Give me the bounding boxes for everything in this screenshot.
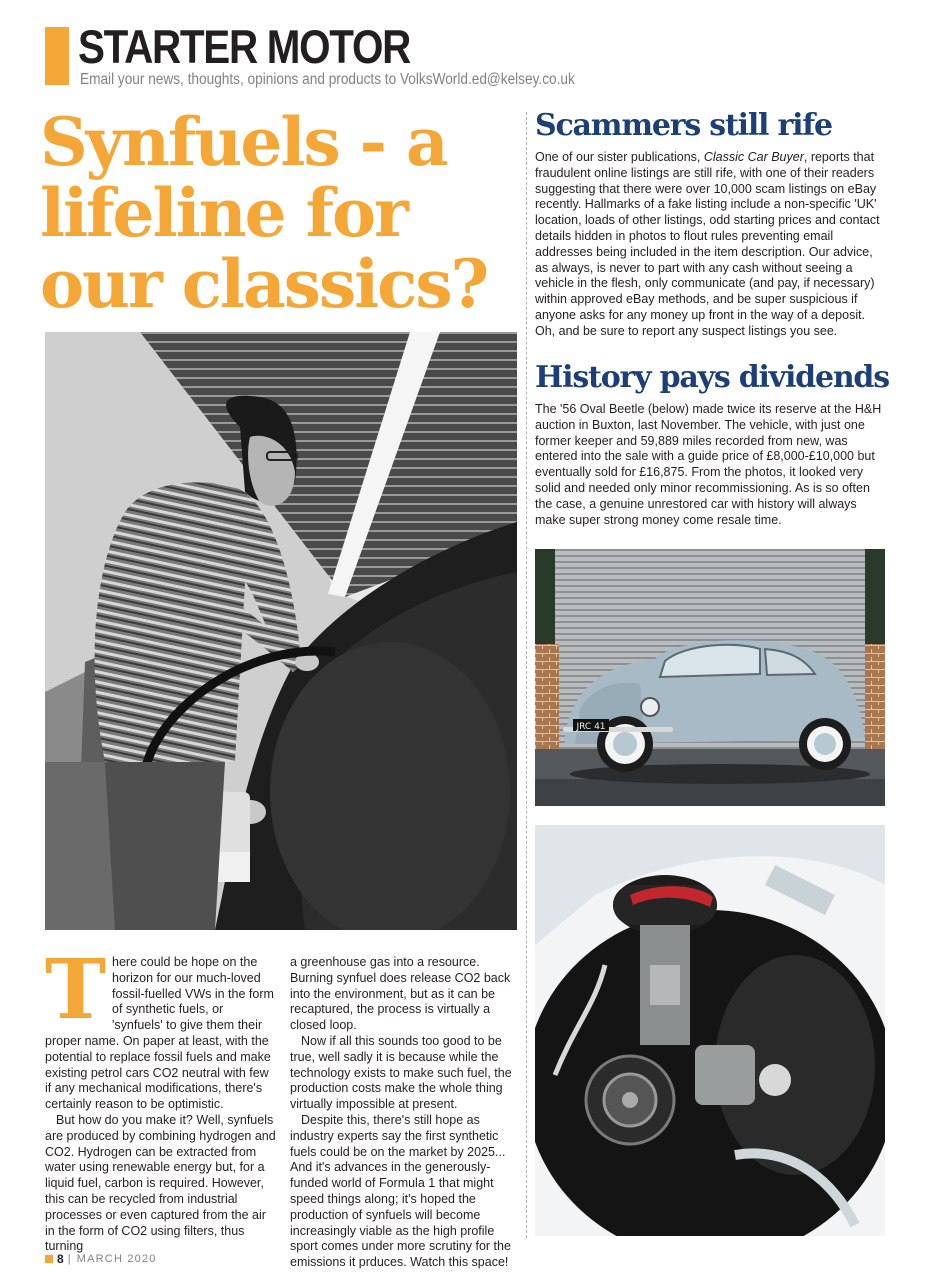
section-title: STARTER MOTOR — [78, 20, 411, 73]
paragraph: here could be hope on the horizon for our much-loved fossil-fuelled VWs in the form of synthetic fuels, or 'synfuels' to give them their proper name. On paper at least, with the potential to replace fossil fuels and make existing petrol cars CO2 neutral with few if any mechanical modifications, there's certainly reason to be optimistic. — [45, 955, 274, 1112]
drop-cap: T — [45, 942, 107, 1038]
publication-title: Classic Car Buyer — [703, 150, 804, 164]
engine-bay-photo — [535, 825, 885, 1236]
page-footer — [45, 1252, 157, 1266]
issue-date: MARCH 2020 — [76, 1253, 157, 1265]
history-body: The '56 Oval Beetle (below) made twice its reserve at the H&H auction in Buxton, last November. The vehicle, with just one former keeper and 59,889 miles recorded from new, was entered into the sale with a guide price of £8,000-£10,000 but eventually sold for £16,875. From the photos, it looked very solid and needed only minor recommissioning. As is so often the case, a genuine unrestored car with history will always make super strong money come resale time. — [535, 402, 882, 527]
paragraph: But how do you make it? Well, synfuels are produced by combining hydrogen and CO2. Hydrogen can be extracted from water using renewable energy but, for a liquid fuel, carbon is required. However, this can be recycled from industrial processes or even captured from the air in the form of CO2 using filters, thus turning — [45, 1112, 276, 1254]
scammers-text: , reports that fraudulent online listings are still rife, with one of their readers suggesting that there were over 10,000 scam listings on eBay recently. Hallmarks of a fake listing include a non-specific 'UK' location, loads of other listings, odd starting prices and contact details hidden in photos to flout rules preventing email addresses being included in the item description. Our advice, as always, is never to part with any cash without seeing a vehicle in the flesh, only communicate (and pay, if necessary) within approved eBay methods, and be super suspicious if anyone asks for any money up front in the way of a deposit. Oh, and be sure to report any suspect listings you see. — [535, 150, 880, 338]
oval-beetle-illustration — [535, 549, 885, 806]
column-divider — [526, 112, 527, 1238]
scammers-intro: One of our sister publications, — [535, 150, 704, 164]
section-tagline: Email your news, thoughts, opinions and products to VolksWorld.ed@kelsey.co.uk — [80, 71, 575, 88]
scammers-heading: Scammers still rife — [535, 108, 832, 143]
main-headline — [40, 103, 520, 323]
paragraph: a greenhouse gas into a resource. Burning synfuel does release CO2 back into the environment, but as it can be recaptured, the process is virtually a closed loop. — [290, 955, 511, 1033]
refuelling-photo — [45, 332, 517, 930]
paragraph: Despite this, there's still hope as industry experts say the first synthetic fuels could be on the market by 2025... And it's advances in the generously-funded world of Formula 1 that might speed things along; it's hoped the production of synfuels will become increasingly viable as the high profile sport comes under more scrutiny for the emissions it prduces. Watch this space! — [290, 1112, 511, 1270]
oval-beetle-photo — [535, 549, 885, 806]
headline-line: lifeline for — [40, 174, 407, 252]
headline-line: our classics? — [40, 245, 488, 323]
headline-line: Synfuels - a — [40, 103, 447, 181]
article-column-1 — [45, 942, 276, 1255]
section-accent-bar — [45, 27, 69, 85]
article-column-2 — [290, 955, 520, 1271]
number-plate: JRC 41 — [576, 722, 606, 732]
paragraph: Now if all this sounds too good to be true, well sadly it is because while the technology exists to make such fuel, the production costs make the whole thing virtually impossible at present. — [290, 1033, 512, 1112]
page-number: 8 — [57, 1252, 64, 1266]
refuelling-photo-illustration — [45, 332, 517, 930]
history-heading: History pays dividends — [535, 360, 889, 395]
scammers-body — [535, 150, 887, 340]
footer-accent-square — [45, 1255, 53, 1263]
footer-separator: | — [67, 1253, 72, 1265]
engine-bay-illustration — [535, 825, 885, 1236]
